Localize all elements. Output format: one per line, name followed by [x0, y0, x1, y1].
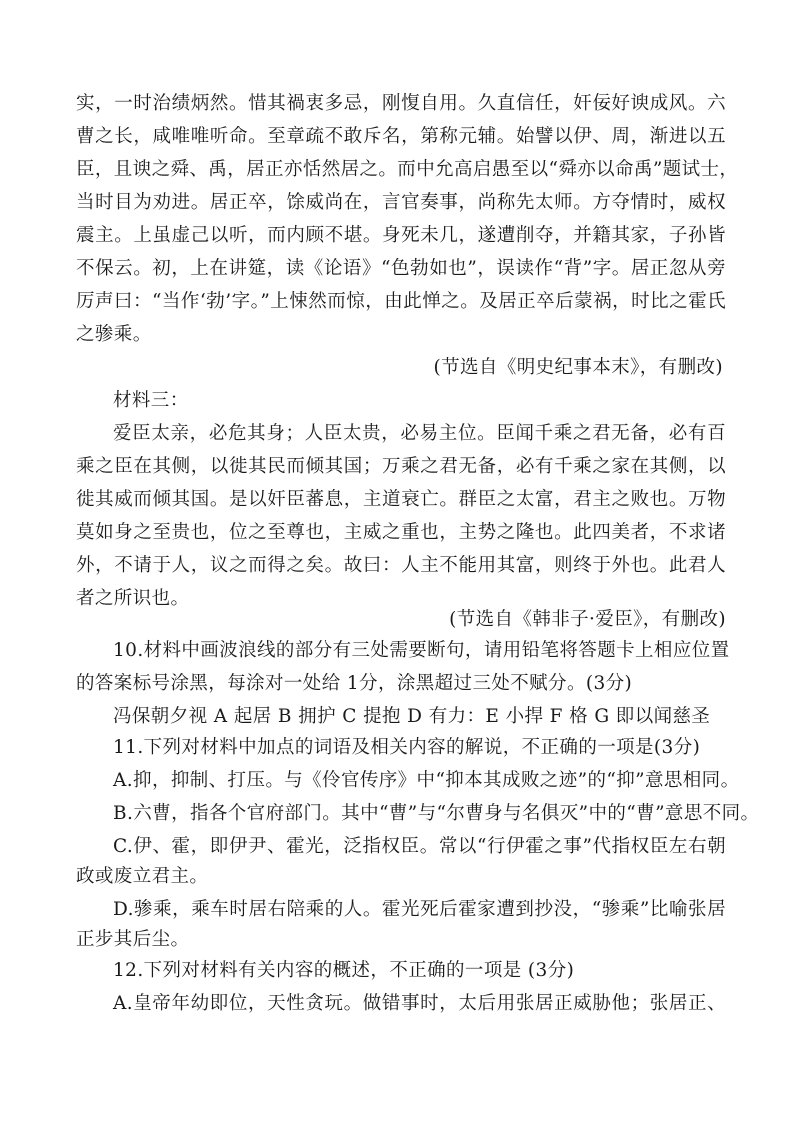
passage2-line-3: 臣，且谀之舜、禹，居正亦恬然居之。而中允高启愚至以“舜亦以命禹”题试士，: [76, 159, 739, 180]
passage2-source: (节选自《明史纪事本末》，有删改): [433, 357, 723, 378]
q10-stem-line-1: 10.材料中画波浪线的部分有三处需要断句，请用铅笔将答题卡上相应位置: [113, 640, 730, 661]
q11-option-d-line-1: D.骖乘，乘车时居右陪乘的人。霍光死后霍家遭到抄没，“骖乘”比喻张居: [113, 899, 726, 920]
q12-option-a-line-1: A.皇帝年幼即位，天性贪玩。做错事时，太后用张居正威胁他；张居正、: [113, 993, 726, 1014]
passage3-line-3: 徙其威而倾其国。是以奸臣蕃息，主道衰亡。群臣之太富，君主之败也。万物: [76, 489, 726, 510]
q12-stem: 12.下列对材料有关内容的概述，不正确的一项是 (3分): [113, 960, 575, 981]
q10-text: 冯保朝夕视 A 起居 B 拥护 C 提抱 D 有力：E 小捍 F 格 G 即以闻慈圣: [113, 706, 711, 727]
passage3-source: (节选自《韩非子·爱臣》，有删改): [449, 609, 726, 630]
passage3-line-2: 乘之臣在其侧，以徙其民而倾其国；万乘之君无备，必有千乘之家在其侧，以: [76, 456, 726, 477]
q11-option-b: B.六曹，指各个官府部门。其中“曹”与“尔曹身与名俱灭”中的“曹”意思不同。: [113, 803, 760, 824]
q11-stem: 11.下列对材料中加点的词语及相关内容的解说，不正确的一项是(3分): [113, 737, 701, 758]
passage3-line-6: 者之所识也。: [76, 588, 190, 609]
passage3-line-5: 外，不请于人，议之而得之矣。故曰：人主不能用其富，则终于外也。此君人: [76, 555, 726, 576]
passage3-heading: 材料三：: [113, 390, 189, 411]
q11-option-d-line-2: 正步其后尘。: [76, 929, 190, 950]
passage3-line-1: 爱臣太亲，必危其身；人臣太贵，必易主位。臣闻千乘之君无备，必有百: [113, 423, 726, 444]
passage3-line-4: 莫如身之至贵也，位之至尊也，主威之重也，主势之隆也。此四美者，不求诸: [76, 522, 726, 543]
passage2-line-5: 震主。上虽虚己以听，而内顾不堪。身死未几，遂遭削夺，并籍其家，子孙皆: [76, 225, 726, 246]
passage2-line-2: 曹之长，咸唯唯听命。至章疏不敢斥名，第称元辅。始譬以伊、周，渐进以五: [76, 126, 726, 147]
q11-option-a: A.抑，抑制、打压。与《伶官传序》中“抑本其成败之迹”的“抑”意思相同。: [113, 770, 740, 791]
passage2-line-4: 当时目为劝进。居正卒，馀威尚在，言官奏事，尚称先太师。方夺情时，威权: [76, 192, 726, 213]
q11-option-c-line-2: 政或废立君主。: [76, 866, 209, 887]
passage2-line-8: 之骖乘。: [76, 324, 152, 345]
passage2-line-6: 不保云。初，上在讲筵，读《论语》“色勃如也”，误读作“背”字。居正忽从旁: [76, 258, 726, 279]
q10-stem-line-2: 的答案标号涂黑，每涂对一处给 1分，涂黑超过三处不赋分。(3分): [76, 673, 633, 694]
passage2-line-7: 厉声曰：“当作‘勃’字。”上悚然而惊，由此惮之。及居正卒后蒙祸，时比之霍氏: [76, 291, 726, 312]
passage2-line-1: 实，一时治绩炳然。惜其禍衷多忌，刚愎自用。久直信任，奸佞好谀成风。六: [76, 93, 726, 114]
q11-option-c-line-1: C.伊、霍，即伊尹、霍光，泛指权臣。常以“行伊霍之事”代指权臣左右朝: [113, 836, 726, 857]
